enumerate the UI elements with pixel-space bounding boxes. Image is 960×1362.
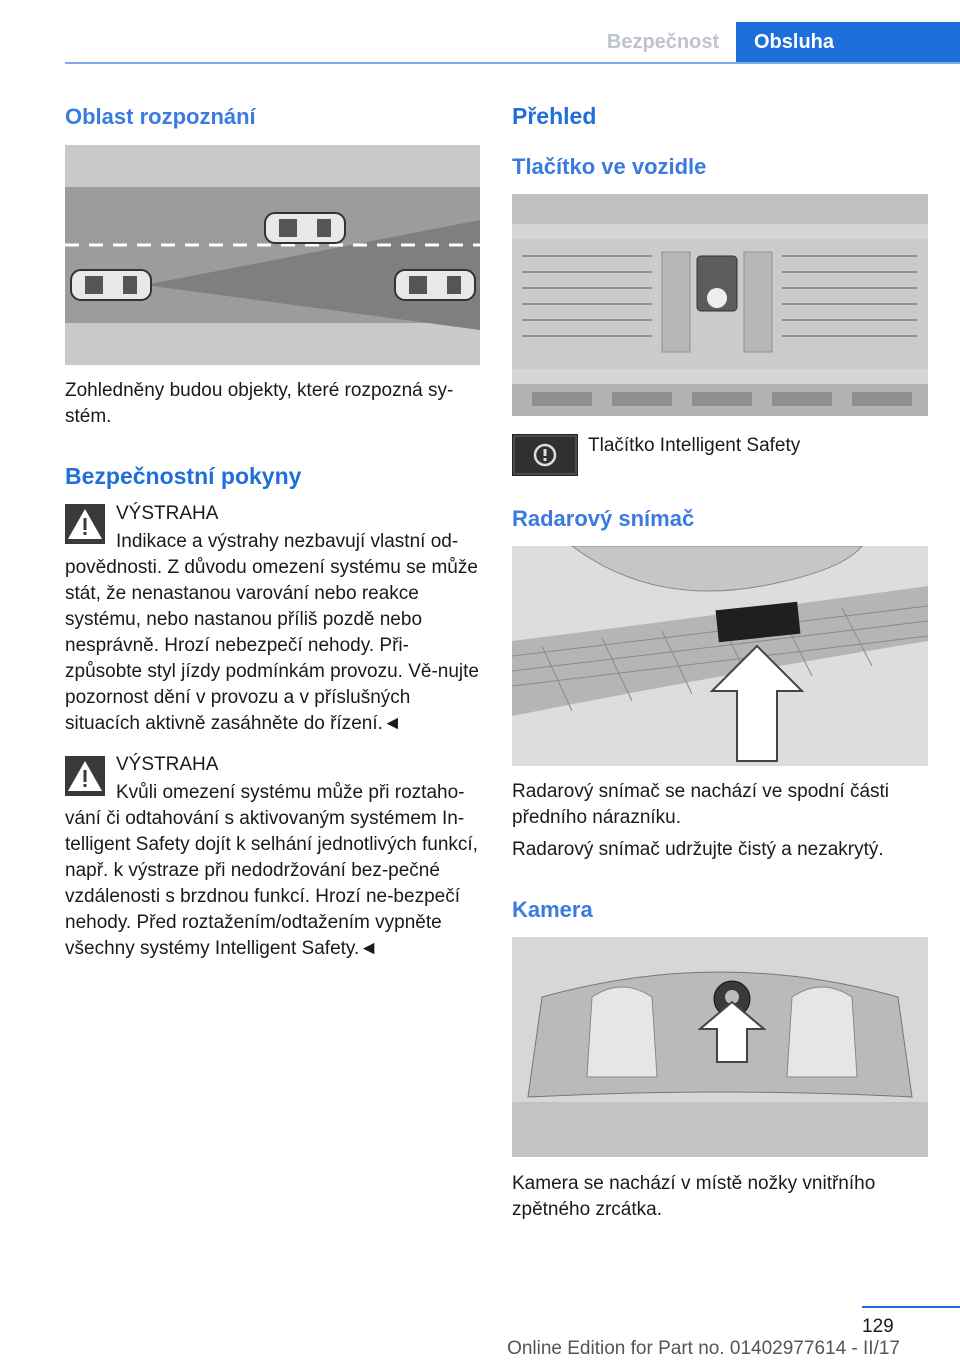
heading-safety-notes: Bezpečnostní pokyny: [65, 463, 302, 489]
warning-text-2: Kvůli omezení systému může při roztaho‐vání či odtahování s aktivovaným systémem In‐telligent Safety dojít k selhání jednotlivých funkcí, např. k výstraze při nedodržování bez‐pečné vzdálenosti s brzdnou funkcí. Hrozí ne‐bezpečí nehody. Před roztažením/odtažením vypněte všechny systémy Intelligent Safety.◄: [65, 782, 478, 959]
heading-radar-sensor: Radarový snímač: [512, 506, 695, 531]
caption-detection: Zohledněny budou objekty, které rozpozná sy‐stém.: [65, 380, 454, 427]
heading-detection-area: Oblast rozpoznání: [65, 104, 256, 129]
radar-text-1: Radarový snímač se nachází ve spodní části předního nárazníku.: [512, 781, 890, 828]
heading-overview: Přehled: [512, 103, 597, 129]
warning-text-1: Indikace a výstrahy nezbavují vlastní od‐povědnosti. Z důvodu omezení systému se může stát, že nenastanou varování nebo reakce systému, nebo nastanou příliš pozdě nebo nesprávně. Hrozí nebezpečí nehody. Při‐způsobte styl jízdy podmínkám provozu. Vě‐nujte pozornost dění v provozu a v příslušných situacích aktivně zasáhněte do řízení.◄: [65, 531, 479, 734]
footer-rule: [862, 1306, 960, 1308]
figure-radar-sensor: [512, 546, 928, 766]
header-section: Bezpečnost: [606, 30, 720, 53]
figure-detection-area: [65, 145, 480, 365]
figure-camera: [512, 937, 928, 1157]
page-number: 129: [862, 1316, 894, 1337]
radar-text-2: Radarový snímač udržujte čistý a nezakrytý.: [512, 839, 884, 860]
camera-text: Kamera se nachází v místě nožky vnitřního zpětného zrcátka.: [512, 1173, 876, 1220]
header-rule: [65, 62, 960, 64]
caption-button: Tlačítko Intelligent Safety: [588, 435, 801, 456]
intelligent-safety-button-icon: [512, 434, 578, 476]
figure-button-panel: [512, 194, 928, 416]
footer-edition: Online Edition for Part no. 01402977614 - II/17: [507, 1338, 900, 1359]
header-chapter: Obsluha: [736, 22, 960, 62]
warning-title-2: VÝSTRAHA: [116, 754, 219, 775]
heading-button-in-vehicle: Tlačítko ve vozidle: [512, 154, 707, 179]
heading-camera: Kamera: [512, 897, 593, 922]
warning-title-1: VÝSTRAHA: [116, 503, 219, 524]
